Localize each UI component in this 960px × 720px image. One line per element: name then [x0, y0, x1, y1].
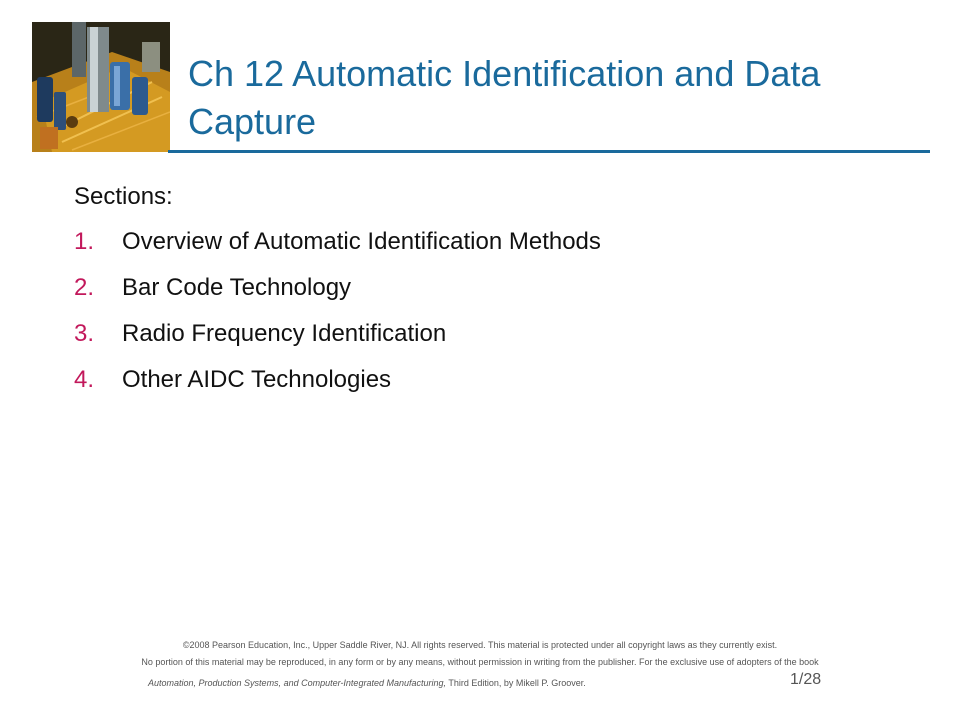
copyright-line-2: No portion of this material may be reproduced, in any form or by any means, without permission in writing from the publisher. For the exclusive use of adopters of the book	[141, 657, 819, 667]
section-list	[74, 228, 601, 412]
section-item	[74, 320, 601, 366]
book-citation	[148, 678, 586, 688]
section-item	[74, 228, 601, 274]
section-number: 1.	[74, 228, 95, 255]
slide-title: Ch 12 Automatic Identification and Data Capture	[188, 53, 821, 142]
section-item	[74, 366, 601, 412]
section-number: 2.	[74, 274, 95, 301]
section-label: Overview of Automatic Identification Methods	[122, 228, 601, 255]
copyright-line-1: ©2008 Pearson Education, Inc., Upper Saddle River, NJ. All rights reserved. This material is protected under all copyright laws as they currently exist.	[182, 640, 778, 650]
section-number: 3.	[74, 320, 95, 347]
section-number: 4.	[74, 366, 95, 393]
section-label: Radio Frequency Identification	[122, 320, 447, 347]
book-title: Automation, Production Systems, and Computer-Integrated Manufacturing,	[148, 678, 446, 688]
page-number: 1/28	[790, 671, 822, 688]
circuit-board-photo	[32, 22, 170, 152]
title-underline	[168, 150, 930, 153]
circuit-board-image	[32, 22, 170, 152]
section-item	[74, 274, 601, 320]
section-label: Bar Code Technology	[122, 274, 352, 301]
sections-heading: Sections:	[74, 183, 173, 210]
book-edition: Third Edition, by Mikell P. Groover.	[446, 678, 586, 688]
section-label: Other AIDC Technologies	[122, 366, 392, 393]
